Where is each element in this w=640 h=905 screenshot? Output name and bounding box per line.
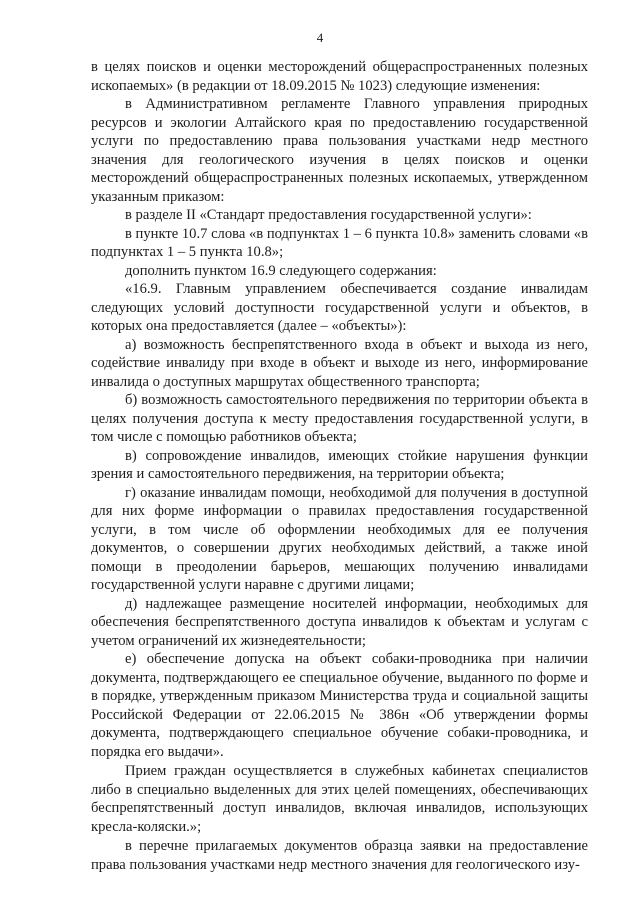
- paragraph-intro-continuation: в целях поисков и оценки месторождений общераспространенных полезных ископаемых» (в редакции от 18.09.2015 № 1023) следующие изменения:: [91, 59, 588, 94]
- document-body: [91, 58, 588, 874]
- list-item-e: е) обеспечение допуска на объект собаки-проводника при наличии документа, подтверждающего ее специальное обучение, выданного по форме и в порядке, утвержденным приказом Министерства труда и социальной защиты Российской Федерации от 22.06.2015 № 386н «Об утверждении формы документа, подтверждающего специальное обучение собаки-проводника, и порядка его выдачи».: [91, 651, 588, 760]
- paragraph-section-ii: в разделе II «Стандарт предоставления государственной услуги»:: [125, 207, 532, 223]
- page-number: 4: [316, 30, 324, 45]
- paragraph-item-10-7: в пункте 10.7 слова «в подпунктах 1 – 6 пункта 10.8» заменить словами «в подпунктах 1 – 5 пункта 10.8»;: [91, 225, 588, 260]
- paragraph-reception: Прием граждан осуществляется в служебных кабинетах специалистов либо в специально выделенных для этих целей помещениях, обеспечивающих беспрепятственный доступ инвалидов, включая инвалидов, использующих кресла-коляски.»;: [91, 763, 588, 835]
- list-item-d: д) надлежащее размещение носителей информации, необходимых для обеспечения беспрепятственного доступа инвалидов к объектам и услугам с учетом ограничений их жизнедеятельности;: [91, 595, 588, 649]
- list-item-g: г) оказание инвалидам помощи, необходимой для получения в доступной для них форме информации о правилах предоставления государственной услуги, в том числе об оформлении необходимых для ее получения документов, о совершении других необходимых действий, а также иной помощи в преодолении барьеров, мешающих получению инвалидами государственной услуги наравне с другими лицами;: [91, 484, 588, 593]
- paragraph-regulation-amendment: в Административном регламенте Главного управления природных ресурсов и экологии Алтайского края по предоставлению государственной услуги по предоставлению права пользования участками недр местного значения для геологического изучения в целях поисков и оценки месторождений общераспространенных полезных ископаемых, утвержденном указанным приказом:: [91, 96, 588, 205]
- paragraph-add-item-16-9: дополнить пунктом 16.9 следующего содержания:: [125, 262, 437, 279]
- list-item-b: б) возможность самостоятельного передвижения по территории объекта в целях получения доступа к месту предоставления государственной услуги, в том числе с помощью работников объекта;: [91, 392, 588, 445]
- paragraph-item-16-9: «16.9. Главным управлением обеспечивается создание инвалидам следующих условий доступности государственной услуги и объектов, в которых она предоставляется (далее – «объекты»):: [91, 281, 588, 334]
- list-item-v: в) сопровождение инвалидов, имеющих стойкие нарушения функции зрения и самостоятельного передвижения, на территории объекта;: [91, 447, 588, 482]
- paragraph-documents-list: в перечне прилагаемых документов образца заявки на предоставление права пользования участками недр местного значения для геологического изу-: [91, 838, 588, 873]
- list-item-a: а) возможность беспрепятственного входа в объект и выхода из него, содействие инвалиду при входе в объект и выходе из него, информирование инвалида о доступных маршрутах общественного транспорта;: [91, 336, 588, 390]
